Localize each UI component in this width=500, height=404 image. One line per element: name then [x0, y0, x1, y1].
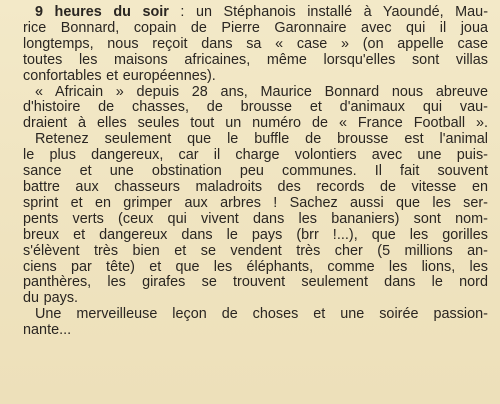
text-line: pents verts (ceux qui vivent dans les bananiers) sont nom- — [23, 210, 488, 227]
paragraph-4 — [23, 307, 488, 339]
text-line: breux et dangereux dans le pays (brr !...), que les gorilles — [23, 226, 488, 243]
text-line: s'élèvent très bien et se vendent très cher (5 millions an- — [23, 242, 488, 259]
text-line: Retenez seulement que le buffle de brousse est l'animal — [35, 131, 488, 148]
text-line: draient à elles seules tout un numéro de « France Football ». — [23, 115, 488, 132]
text-line: toutes les maisons africaines, même lorsqu'elles sont villas — [23, 51, 488, 68]
text-line: le plus dangereux, car il charge volontiers avec une puis- — [23, 147, 488, 164]
text-line: rice Bonnard, copain de Pierre Garonnaire avec qui il joua — [23, 19, 488, 36]
paragraph-3 — [23, 132, 488, 307]
text-line: du pays. — [23, 290, 79, 307]
text-line: panthères, les girafes se trouvent seulement dans le nord — [23, 274, 488, 291]
article-text — [23, 5, 488, 339]
text-line: 9 heures du soir : un Stéphanois installé à Yaoundé, Mau- — [35, 4, 489, 20]
text-line: d'histoire de chasses, de brousse et d'animaux qui vau- — [23, 99, 488, 116]
text-line: sance et une obstination peu communes. Il fait souvent — [23, 163, 488, 180]
text-line: Une merveilleuse leçon de choses et une soirée passion- — [35, 306, 488, 323]
text-line: « Africain » depuis 28 ans, Maurice Bonnard nous abreuve — [35, 83, 488, 100]
text-line: longtemps, nous reçoit dans sa « case » (on appelle case — [23, 35, 488, 52]
text-line: confortables et européennes). — [23, 67, 216, 84]
text-line: ciens par tête) et que les éléphants, comme les lions, les — [23, 258, 488, 275]
text-line: nante... — [23, 322, 72, 339]
text-line: sprint et en grimper aux arbres ! Sachez aussi que les ser- — [23, 194, 488, 211]
paragraph-1 — [23, 5, 488, 85]
paragraph-2 — [23, 85, 488, 133]
lead-in-heading: 9 heures du soir — [35, 4, 169, 20]
text-line: battre aux chasseurs maladroits des records de vitesse en — [23, 178, 488, 195]
